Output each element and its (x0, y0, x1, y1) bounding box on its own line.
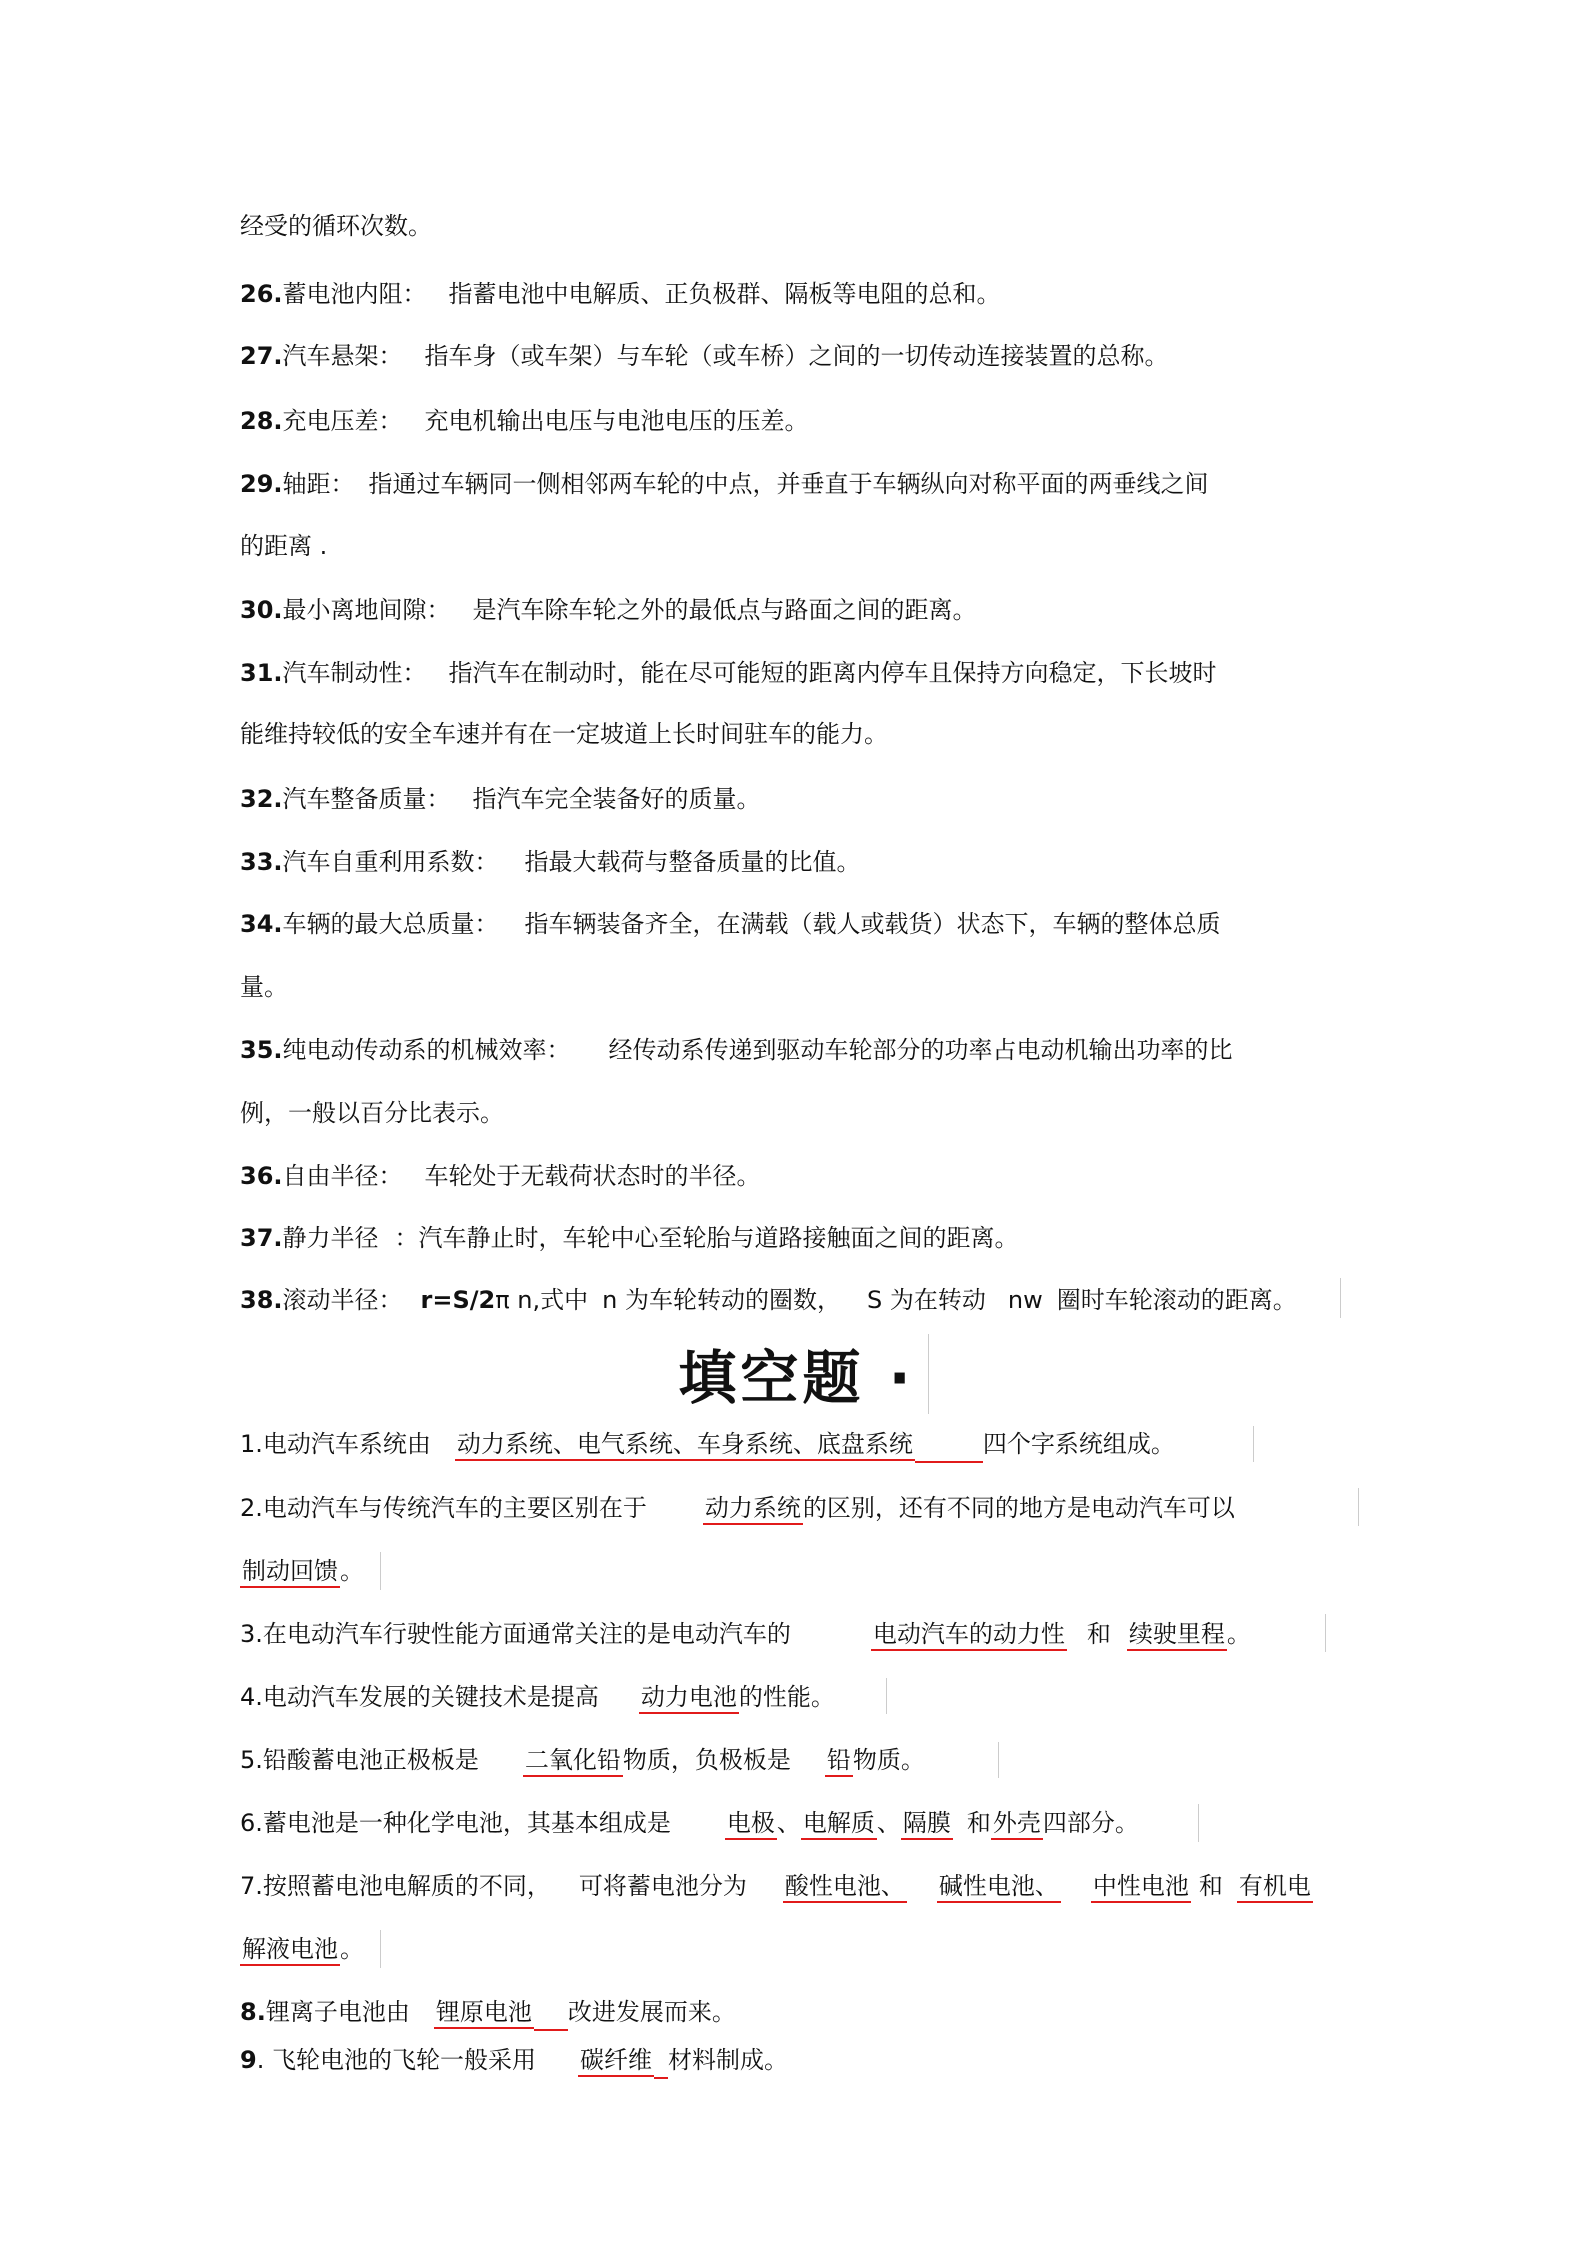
answer-blank: 中性电池 (1091, 1872, 1191, 1903)
scan-edge-mark (380, 1930, 381, 1968)
definition-27: 27.汽车悬架： 指车身（或车架）与车轮（或车桥）之间的一切传动连接装置的总称。 (240, 342, 1169, 370)
definition-line: 量。 (240, 973, 288, 1001)
definition-34: 34.车辆的最大总质量： 指车辆装备齐全，在满载（载人或载货）状态下，车辆的整体总质 (240, 910, 1221, 938)
fill-question-7-cont: 解液电池。 (240, 1933, 364, 1965)
fill-question-3: 3.在电动汽车行驶性能方面通常关注的是电动汽车的 电动汽车的动力性 和 续驶里程。 (240, 1618, 1251, 1650)
scan-edge-mark (1358, 1488, 1359, 1526)
scan-edge-mark (998, 1742, 999, 1778)
answer-blank: 外壳 (991, 1809, 1043, 1840)
definition-38: 38.滚动半径： r=S/2π n,式中 n 为车轮转动的圈数， S 为在转动 nw 圈时车轮滚动的距离。 (240, 1286, 1297, 1314)
answer-blank: 二氧化铅 (523, 1746, 623, 1777)
answer-blank: 有机电 (1237, 1872, 1313, 1903)
scan-edge-mark (886, 1678, 887, 1714)
fill-question-6: 6.蓄电池是一种化学电池，其基本组成是 电极、电解质、隔膜 和外壳四部分。 (240, 1807, 1139, 1839)
definition-28: 28.充电压差： 充电机输出电压与电池电压的压差。 (240, 407, 809, 435)
definition-line: 的距离 . (240, 532, 328, 560)
answer-blank: 隔膜 (901, 1809, 953, 1840)
definition-26: 26.蓄电池内阻： 指蓄电池中电解质、正负极群、隔板等电阻的总和。 (240, 280, 1001, 308)
fill-question-4: 4.电动汽车发展的关键技术是提高 动力电池的性能。 (240, 1681, 835, 1713)
fill-question-9: 9. 飞轮电池的飞轮一般采用 碳纤维 材料制成。 (240, 2044, 788, 2079)
scan-edge-mark (1253, 1426, 1254, 1462)
definition-30: 30.最小离地间隙： 是汽车除车轮之外的最低点与路面之间的距离。 (240, 596, 977, 624)
answer-blank: 碱性电池、 (937, 1872, 1061, 1903)
answer-blank: 铅 (825, 1746, 853, 1777)
answer-blank: 电动汽车的动力性 (871, 1620, 1067, 1651)
answer-blank: 锂原电池 (434, 1998, 534, 2029)
answer-blank: 续驶里程 (1127, 1620, 1227, 1651)
definition-line: 例，一般以百分比表示。 (240, 1099, 504, 1127)
fill-question-5: 5.铅酸蓄电池正极板是 二氧化铅物质，负极板是 铅物质。 (240, 1744, 925, 1776)
answer-blank: 碳纤维 (578, 2046, 654, 2077)
definition-37: 37.静力半径 ：汽车静止时，车轮中心至轮胎与道路接触面之间的距离。 (240, 1224, 1019, 1252)
rolling-radius-formula: r=S/2 (420, 1286, 496, 1314)
definition-29: 29.轴距： 指通过车辆同一侧相邻两车轮的中点，并垂直于车辆纵向对称平面的两垂线之间 (240, 470, 1209, 498)
answer-blank: 电极 (725, 1809, 777, 1840)
fill-question-7: 7.按照蓄电池电解质的不同， 可将蓄电池分为 酸性电池、 碱性电池、 中性电池 和 有机电 (240, 1870, 1313, 1902)
answer-blank: 动力电池 (639, 1683, 739, 1714)
fill-question-8: 8.锂离子电池由 锂原电池 改进发展而来。 (240, 1996, 736, 2031)
answer-blank: 酸性电池、 (783, 1872, 907, 1903)
scan-edge-mark (1325, 1614, 1326, 1652)
answer-blank: 解液电池 (240, 1935, 340, 1966)
section-title: 填空题 · (678, 1344, 915, 1412)
definition-35: 35.纯电动传动系的机械效率： 经传动系传递到驱动车轮部分的功率占电动机输出功率的比 (240, 1036, 1233, 1064)
scan-edge-mark (1340, 1278, 1341, 1318)
fill-question-1: 1.电动汽车系统由 动力系统、电气系统、车身系统、底盘系统 四个字系统组成。 (240, 1428, 1175, 1463)
definition-33: 33.汽车自重利用系数： 指最大载荷与整备质量的比值。 (240, 848, 861, 876)
scan-edge-mark (1198, 1804, 1199, 1842)
answer-blank: 制动回馈 (240, 1557, 340, 1588)
fill-question-2-cont: 制动回馈。 (240, 1555, 364, 1587)
fill-question-2: 2.电动汽车与传统汽车的主要区别在于 动力系统的区别，还有不同的地方是电动汽车可以 (240, 1492, 1235, 1524)
scan-edge-mark (380, 1552, 381, 1590)
answer-blank: 动力系统 (703, 1494, 803, 1525)
definition-36: 36.自由半径： 车轮处于无载荷状态时的半径。 (240, 1162, 761, 1190)
answer-blank: 电解质 (801, 1809, 877, 1840)
definition-line: 经受的循环次数。 (240, 212, 432, 240)
definition-32: 32.汽车整备质量： 指汽车完全装备好的质量。 (240, 785, 761, 813)
definition-line: 能维持较低的安全车速并有在一定坡道上长时间驻车的能力。 (240, 720, 888, 748)
definition-31: 31.汽车制动性： 指汽车在制动时，能在尽可能短的距离内停车且保持方向稳定，下长坡时 (240, 659, 1217, 687)
scan-edge-mark (928, 1334, 929, 1414)
answer-blank: 动力系统、电气系统、车身系统、底盘系统 (455, 1430, 915, 1461)
